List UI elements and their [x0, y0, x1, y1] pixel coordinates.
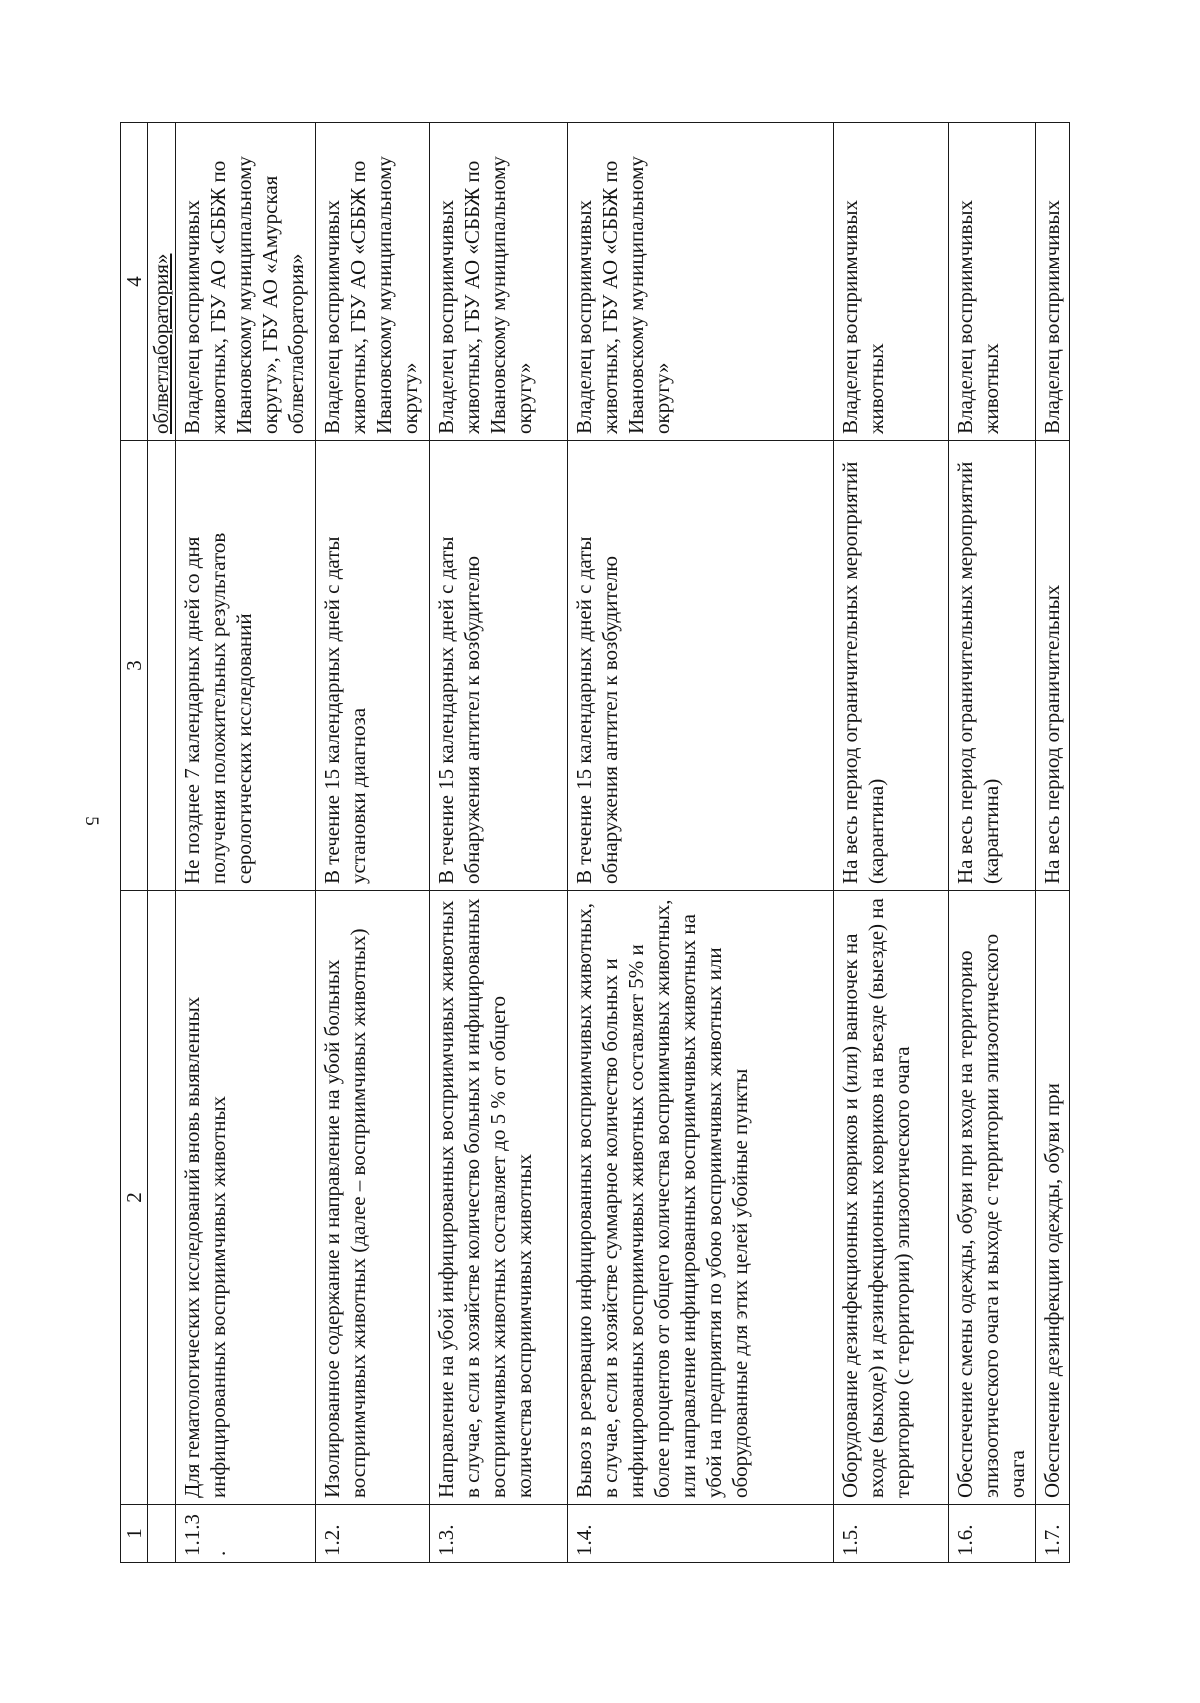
header-col-2: 2 — [121, 891, 148, 1505]
term-cell: Не позднее 7 календарных дней со дня получения положительных результатов серологических исследований — [175, 441, 316, 891]
row-number: 1.5. — [834, 1505, 949, 1563]
row-number: 1.3. — [430, 1505, 567, 1563]
table-row — [1036, 123, 1070, 1563]
responsible-cell: Владелец восприимчивых животных, ГБУ АО «СББЖ по Ивановскому муниципальному округу» — [430, 123, 567, 441]
page-number: 5 — [80, 816, 102, 826]
responsible-cell: Владелец восприимчивых животных, ГБУ АО «СББЖ по Ивановскому муниципальному округу», ГБУ АО «Амурская облветлаборатория» — [175, 123, 316, 441]
term-cell: На весь период ограничительных мероприятий (карантина) — [834, 441, 949, 891]
row-number: 1.6. — [948, 1505, 1035, 1563]
measure-cell: Для гематологических исследований вновь выявленных инфицированных восприимчивых животных — [175, 891, 316, 1505]
header-col-1: 1 — [121, 1505, 148, 1563]
responsible-cell: Владелец восприимчивых животных — [948, 123, 1035, 441]
measure-cell: Вывоз в резервацию инфицированных восприимчивых животных, в случае, если в хозяйстве суммарное количество больных и инфицированных восприимчивых животных составляет 5% и более процентов от общего количества восприимчивых животных, или направление инфицированных восприимчивых животных на убой на предприятия по убою восприимчивых животных или оборудованные для этих целей убойные пункты — [567, 891, 834, 1505]
table-row — [567, 123, 834, 1563]
table-row — [834, 123, 949, 1563]
responsible-cell: Владелец восприимчивых — [1036, 123, 1070, 441]
header-col-3: 3 — [121, 441, 148, 891]
rotated-table-wrapper — [120, 123, 1070, 1563]
responsible-cell: Владелец восприимчивых животных — [834, 123, 949, 441]
table-row — [316, 123, 430, 1563]
term-cell: В течение 15 календарных дней с даты обнаружения антител к возбудителю — [430, 441, 567, 891]
measure-cell: Оборудование дезинфекционных ковриков и (или) ванночек на входе (выходе) и дезинфекционных ковриков на въезде (выезде) на территорию (с территории) эпизоотического очага — [834, 891, 949, 1505]
measures-table — [120, 122, 1070, 1563]
term-cell: На весь период ограничительных — [1036, 441, 1070, 891]
table-row — [175, 123, 316, 1563]
header-col-4: 4 — [121, 123, 148, 441]
responsible-cell: Владелец восприимчивых животных, ГБУ АО «СББЖ по Ивановскому муниципальному округу» — [567, 123, 834, 441]
measure-cell: Направление на убой инфицированных восприимчивых животных в случае, если в хозяйстве количество больных и инфицированных восприимчивых животных составляет до 5 % от общего количества восприимчивых животных — [430, 891, 567, 1505]
term-cell: В течение 15 календарных дней с даты обнаружения антител к возбудителю — [567, 441, 834, 891]
row-number: 1.4. — [567, 1505, 834, 1563]
continuation-row — [148, 123, 176, 1563]
measure-cell: Обеспечение смены одежды, обуви при входе на территорию эпизоотического очага и выходе с территории эпизоотического очага — [948, 891, 1035, 1505]
row-number: 1.7. — [1036, 1505, 1070, 1563]
table-row — [948, 123, 1035, 1563]
term-cell: В течение 15 календарных дней с даты установки диагноза — [316, 441, 430, 891]
responsible-cell: Владелец восприимчивых животных, ГБУ АО «СББЖ по Ивановскому муниципальному округу» — [316, 123, 430, 441]
measure-cell: Обеспечение дезинфекции одежды, обуви при — [1036, 891, 1070, 1505]
table-row — [430, 123, 567, 1563]
term-cell: На весь период ограничительных мероприятий (карантина) — [948, 441, 1035, 891]
row-number: 1.1.3. — [175, 1505, 316, 1563]
row-number: 1.2. — [316, 1505, 430, 1563]
continuation-text: облветлаборатория» — [148, 123, 176, 441]
header-row — [121, 123, 148, 1563]
measure-cell: Изолированное содержание и направление на убой больных восприимчивых животных (далее – восприимчивых животных) — [316, 891, 430, 1505]
